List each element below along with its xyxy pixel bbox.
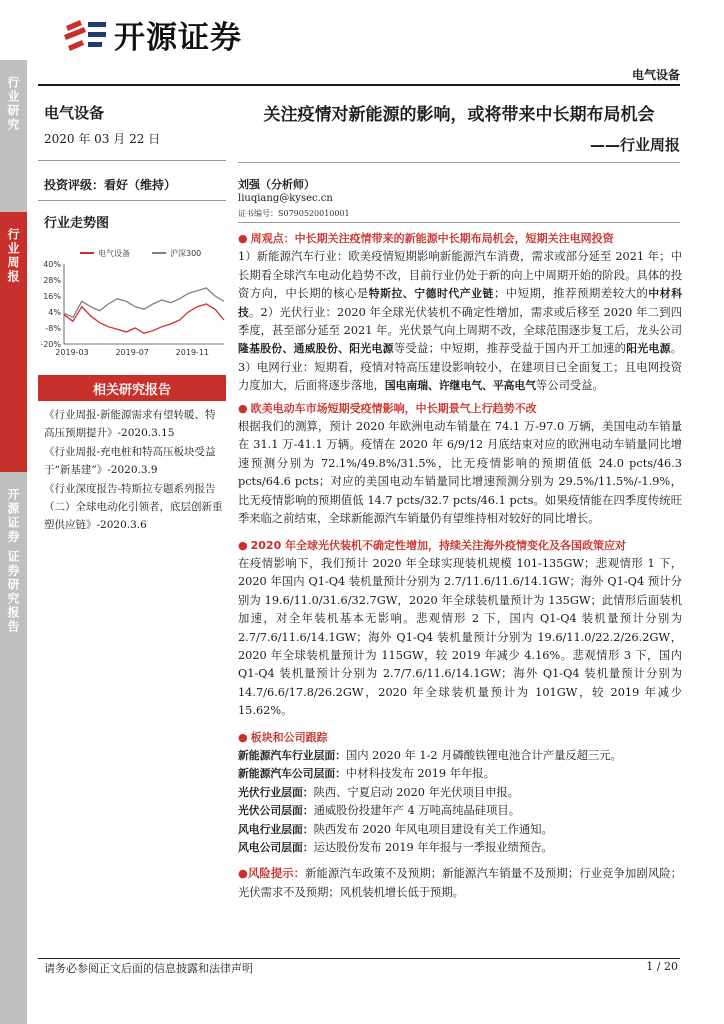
header-divider xyxy=(38,84,680,86)
investment-rating: 投资评级：看好（维持） xyxy=(44,178,177,192)
header-sector-tag: 电气设备 xyxy=(631,68,680,82)
x-tick-label: 2019-03 xyxy=(55,348,89,357)
bullet-icon: ● xyxy=(238,232,248,245)
footer-disclaimer[interactable]: 请务必参阅正文后面的信息披露和法律声明 xyxy=(44,962,253,975)
related-reports-list xyxy=(44,406,226,535)
section-heading-weekly-view: ● 周观点：中长期关注疫情带来的新能源中长期布局机会，短期关注电网投资 xyxy=(238,232,614,245)
left-divider xyxy=(38,160,226,161)
footer-divider xyxy=(38,958,680,959)
track-item: 光伏公司层面：通威股份投建年产 4 万吨高纯晶硅项目。 xyxy=(238,804,520,818)
y-tick-label: 4% xyxy=(48,308,61,317)
legend-label: 电气设备 xyxy=(98,249,130,258)
company-logo xyxy=(62,12,242,57)
left-divider xyxy=(38,200,226,201)
section-paragraph: 在疫情影响下，我们预计 2020 年全球实现装机规模 101-135GW；悲观情形 1 下，2020 年国内 Q1-Q4 装机量预计分别为 2.7/11.6/11.6/14.1GW；海外 Q1-Q4 预计分别为 19.6/11.0/31.6/32.7GW，2020 年全球装机量预计为 135GW；此情形后面装机加速，对全年装机基本无影响。悲观情形 2 下，国内 Q1-Q4 装机量预计分别为 2.7/7.6/11.6/14.1GW；海外 Q1-Q4 装机量预计分别为 19.6/11.0/22.2/26.2GW，2020 年全球装机量预计为 115GW，较 2019 年减少 4.16%。悲观情形 3 下，国内 Q1-Q4 装机量预计分别为 2.7/7.6/11.6/14.1GW；海外 Q1-Q4 装机量预计分别为 14.7/6.6/17.8/26.2GW，2020 年全球装机量预计为 101GW，较 2019 年减少 15.62%。 xyxy=(238,556,682,718)
track-item: 新能源汽车行业层面：国内 2020 年 1-2 月磷酸铁锂电池合计产量反超三元。 xyxy=(238,748,622,762)
bullet-icon: ● xyxy=(238,867,248,881)
section-heading-tracking: ● 板块和公司跟踪 xyxy=(238,730,328,744)
section-heading-ev-market: ● 欧美电动车市场短期受疫情影响，中长期景气上行趋势不改 xyxy=(238,401,537,415)
report-date: 2020 年 03 月 22 日 xyxy=(44,132,161,146)
industry-trend-chart xyxy=(38,246,228,362)
y-tick-label: 16% xyxy=(43,292,61,301)
side-strip xyxy=(0,60,27,1024)
y-tick-label: 28% xyxy=(43,276,61,285)
y-tick-label: -8% xyxy=(45,324,61,333)
report-subtitle: ——行业周报 xyxy=(589,136,680,154)
related-reports-header: 相关研究报告 xyxy=(38,375,226,401)
risk-warning: ●风险提示：新能源汽车政策不及预期；新能源汽车销量不及预期；行业竞争加剧风险；光伏需求不及预期；风机装机增长低于预期。 xyxy=(238,867,682,899)
x-tick-label: 2019-07 xyxy=(115,348,149,357)
related-report-item[interactable]: 《行业周报-新能源需求有望转暖、特高压预期提升》-2020.3.15 xyxy=(44,409,216,439)
sector-name: 电气设备 xyxy=(44,104,105,122)
bullet-icon: ● xyxy=(238,538,248,552)
series-line xyxy=(64,304,224,333)
legend-label: 沪深300 xyxy=(170,249,202,258)
trend-chart-title: 行业走势图 xyxy=(44,216,110,231)
strip-research-report: 开源证券 证券研究报告 xyxy=(0,472,27,1024)
x-tick-label: 2019-11 xyxy=(175,348,210,357)
page-number: 1 / 20 xyxy=(646,960,678,973)
related-report-item[interactable]: 《行业周报-充电桩和特高压板块受益于“新基建”》-2020.3.9 xyxy=(44,446,216,476)
y-tick-label: 40% xyxy=(43,260,61,269)
section-paragraph: 根据我们的测算，预计 2020 年欧洲电动车销量在 74.1 万-97.0 万辆，美国电动车销量在 31.1 万-41.1 万辆。疫情在 2020 年 6/9/12 月底结束对应的欧洲电动车销量同比增速预测分别为 72.1%/49.8%/31.5%，比无疫情影响的预期值低 24.0 pcts/46.3 pcts/64.6 pcts；对应的美国电动车销量同比增速预测分别为 29.5%/11.5%/-1.9%，比无疫情影响的预期值低 14.7 pcts/32.7 pcts/46.1 pcts。如果疫情能在四季度传统旺季来临之前结束，全球新能源汽车销量仍有望维持相对较好的同比增长。 xyxy=(238,420,682,526)
bullet-icon: ● xyxy=(238,730,248,744)
track-item: 光伏行业层面：陕西、宁夏启动 2020 年光伏项目申报。 xyxy=(238,785,519,799)
section-heading-pv: ● 2020 年全球光伏装机不确定性增加，持续关注海外疫情变化及各国政策应对 xyxy=(238,538,627,552)
related-report-item[interactable]: 《行业深度报告-特斯拉专题系列报告（二）全球电动化引领者，底层创新重塑供应链》-2020.3.6 xyxy=(44,483,223,531)
strip-industry-research: 行业研究 xyxy=(0,60,27,212)
report-body xyxy=(238,230,682,902)
analyst-name: 刘强（分析师） xyxy=(238,178,315,191)
logo-mark-icon xyxy=(62,16,108,54)
track-item: 新能源汽车公司层面：中材科技发布 2019 年年报。 xyxy=(238,767,495,781)
logo-text: 开源证券 xyxy=(114,20,242,56)
title-divider xyxy=(238,162,680,163)
track-item: 风电公司层面：运达股份发布 2019 年年报与一季报业绩预告。 xyxy=(238,841,553,854)
y-tick-label: -20% xyxy=(40,340,61,349)
analyst-cert: 证书编号：S0790520010001 xyxy=(238,209,350,218)
strip-weekly-report: 行业周报 xyxy=(0,212,27,472)
bullet-icon: ● xyxy=(238,401,248,415)
track-item: 风电行业层面：陕西发布 2020 年风电项目建设有关工作通知。 xyxy=(238,822,553,836)
section-paragraph: 1）新能源汽车行业：欧美疫情短期影响新能源汽车消费，需求或部分延至 2021 年；中长期看全球汽车电动化趋势不改，目前行业仍处于新的向上中周期开始的阶段。具体的投资方向，中长期的核心是特斯拉、宁德时代产业链；中短期，推荐预期差较大的中材科技。2）光伏行业：2020 年全球光伏装机不确定性增加，需求或后移至 2020 年二到四季度，甚至部分延至 2021 年。光伏景气向上周期不改，全球范围逐步复工后，龙头公司隆基股份、通威股份、阳光电源等受益；中短期，推荐受益于国内开工加速的阳光电源。3）电网行业：短期看，疫情对特高压建设影响较小，在建项目已全面复工；且电网投资力度加大，后面将逐步落地，国电南瑞、许继电气、平高电气等公司受益。 xyxy=(238,250,683,393)
analyst-divider xyxy=(238,222,680,223)
analyst-email[interactable]: liuqiang@kysec.cn xyxy=(238,193,333,204)
report-title: 关注疫情对新能源的影响，或将带来中长期布局机会 xyxy=(263,105,655,125)
